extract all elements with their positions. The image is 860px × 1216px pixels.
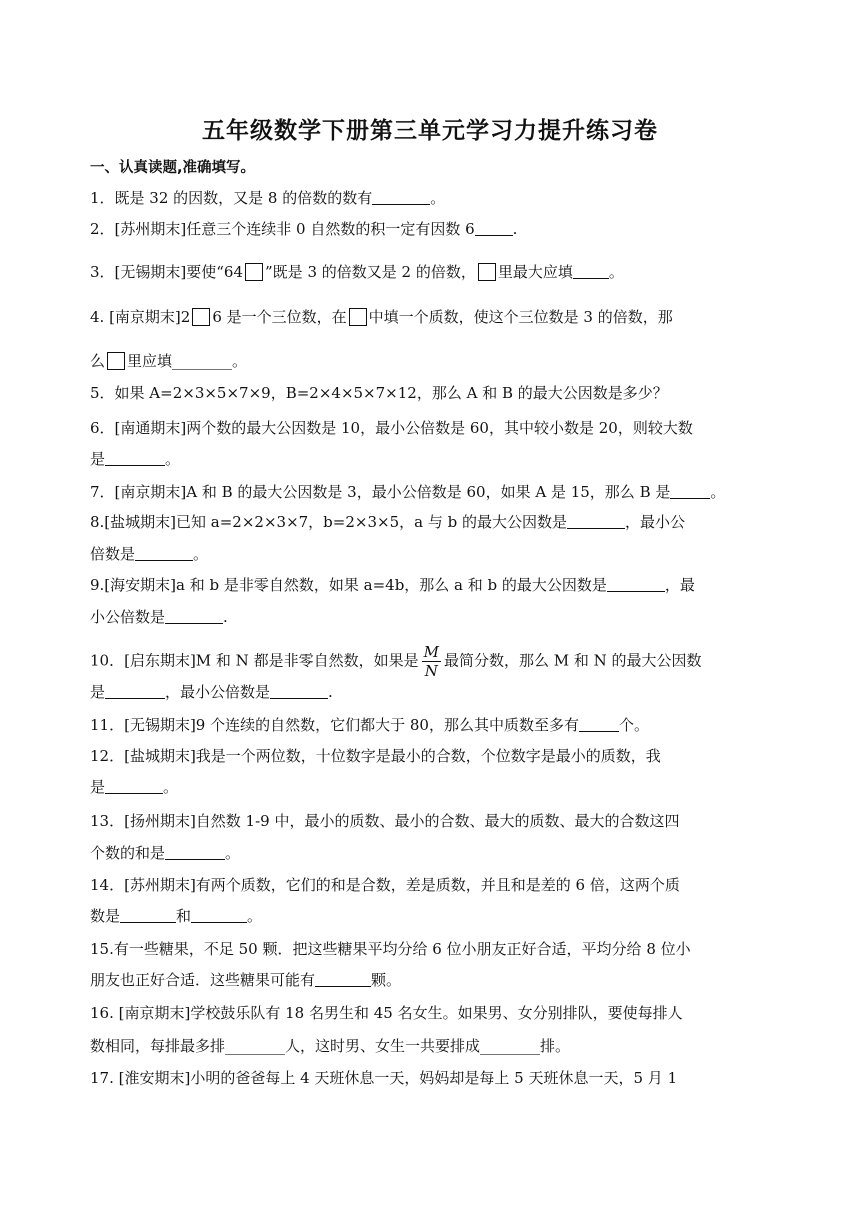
answer-blank[interactable] [270,683,328,699]
question-7: 7．[南京期末]A 和 B 的最大公因数是 3，最小公倍数是 60，如果 A 是 15，那么 B 是 。 [90,483,726,501]
answer-blank[interactable] [475,220,513,236]
digit-box[interactable] [245,263,263,281]
answer-blank[interactable] [191,907,247,923]
section-heading: 一、认真读题,准确填写。 [90,160,256,176]
question-2: 2．[苏州期末]任意三个连续非 0 自然数的积一定有因数 6 . [90,220,518,238]
digit-box[interactable] [478,263,496,281]
question-9: 9.[海安期末]a 和 b 是非零自然数，如果 a=4b，那么 a 和 b 的最大公因数是 ，最 [90,576,695,594]
answer-blank[interactable] [105,450,165,466]
question-6-cont: 是 。 [90,450,181,468]
answer-blank[interactable] [120,907,176,923]
answer-blank[interactable] [372,189,430,205]
question-11: 11．[无锡期末]9 个连续的自然数，它们都大于 80，那么其中质数至多有 个。 [90,716,649,734]
question-4: 4. [南京期末]2 6 是一个三位数，在 中填一个质数，使这个三位数是 3 的倍数，那 [90,308,673,326]
question-15-cont: 朋友也正好合适．这些糖果可能有 颗。 [90,971,402,989]
answer-blank[interactable] [567,513,625,529]
question-8-cont: 倍数是 。 [90,545,209,563]
digit-box[interactable] [192,308,210,326]
question-6: 6．[南通期末]两个数的最大公因数是 10，最小公倍数是 60，其中较小数是 20，则较大数 [90,419,693,437]
question-17: 17. [淮安期末]小明的爸爸每上 4 天班休息一天，妈妈却是每上 5 天班休息一天，5 月 1 [90,1069,678,1087]
answer-blank[interactable] [607,576,665,592]
answer-blank[interactable] [135,545,193,561]
question-12: 12．[盐城期末]我是一个两位数，十位数字是最小的合数，个位数字是最小的质数，我 [90,747,661,765]
question-10-cont: 是 ，最小公倍数是 . [90,683,333,701]
answer-blank[interactable] [105,683,165,699]
answer-blank[interactable] [165,608,223,624]
question-13-cont: 个数的和是 。 [90,844,241,862]
question-5: 5．如果 A=2×3×5×7×9，B=2×4×5×7×12，那么 A 和 B 的最大公因数是多少？ [90,384,668,402]
question-4-cont: 么 里应填________。 [90,352,248,370]
question-3: 3．[无锡期末]要使“64 ”既是 3 的倍数又是 2 的倍数， 里最大应填 。 [90,263,624,281]
question-8: 8.[盐城期末]已知 a=2×2×3×7，b=2×3×5，a 与 b 的最大公因数是 ，最小公 [90,513,685,531]
question-14-cont: 数是 和 。 [90,907,263,925]
question-10: 10．[启东期末]M 和 N 都是非零自然数，如果是 $\frac{M}{N}$ 最简分数，那么 M 和 N 的最大公因数 [90,643,702,680]
question-15: 15.有一些糖果，不足 50 颗．把这些糖果平均分给 6 位小朋友正好合适，平均分给 8 位小 [90,940,691,958]
question-9-cont: 小公倍数是 . [90,608,228,626]
answer-blank[interactable] [165,844,225,860]
page-title: 五年级数学下册第三单元学习力提升练习卷 [202,118,658,144]
digit-box[interactable] [349,308,367,326]
question-16-cont: 数相同，每排最多排________人，这时男、女生一共要排成________排。 [90,1037,571,1055]
digit-box[interactable] [107,352,125,370]
answer-blank[interactable] [579,716,619,732]
question-16: 16. [南京期末]学校鼓乐队有 18 名男生和 45 名女生。如果男、女分别排队，要使每排人 [90,1004,683,1022]
answer-blank[interactable] [105,778,163,794]
question-14: 14．[苏州期末]有两个质数，它们的和是合数，差是质数，并且和是差的 6 倍，这两个质 [90,876,680,894]
answer-blank[interactable] [573,263,609,279]
question-13: 13．[扬州期末]自然数 1-9 中，最小的质数、最小的合数、最大的质数、最大的合数这四 [90,812,680,830]
fraction: $\frac{M}{N}$ [423,643,439,680]
question-1: 1．既是 32 的因数，又是 8 的倍数的数有 。 [90,189,446,207]
answer-blank[interactable] [315,971,371,987]
question-12-cont: 是 。 [90,778,179,796]
answer-blank[interactable] [670,483,710,499]
